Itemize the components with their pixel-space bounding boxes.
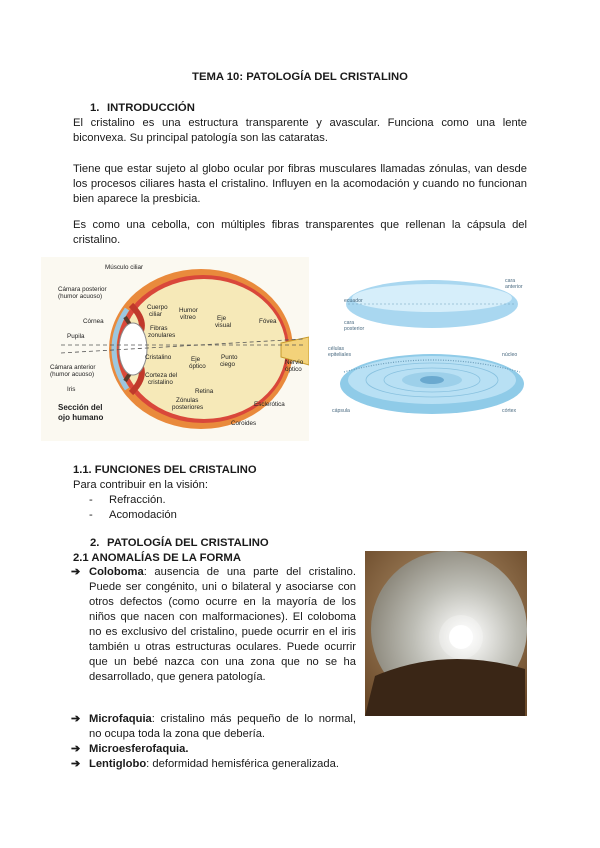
label-cuerpo-ciliar-1: Cuerpo [147, 304, 168, 311]
lens-label-cara-posterior-1: cara [344, 320, 355, 326]
arrow-icon: ➔ [71, 566, 81, 578]
label-coroides: Coroides [231, 420, 257, 427]
microesferofaquia-term: Microesferofaquia. [89, 743, 189, 755]
lens-label-capsula: cápsula [332, 408, 350, 414]
label-camara-posterior: Cámara posterior [58, 286, 107, 293]
label-nervio-2: óptico [285, 366, 302, 373]
label-humor-acuoso-ant: (humor acuoso) [50, 371, 95, 378]
intro-paragraph-2: Tiene que estar sujeto al globo ocular por fibras musculares llamadas zónulas, van desde los procesos ciliares hasta el cristalino. Influyen en la acomodación y cuando no funcionan bien aparece la presbicia. [73, 163, 527, 205]
label-eje-optico-2: óptico [189, 363, 206, 370]
label-pupila: Pupila [67, 333, 85, 340]
lens-label-ecuador: ecuador [344, 298, 363, 304]
lens-label-cara-anterior-2: anterior [505, 284, 523, 290]
lentiglobo-term: Lentiglobo [89, 758, 147, 770]
label-corteza-1: Corteza del [145, 372, 178, 379]
label-fovea: Fóvea [259, 318, 277, 325]
caption-line-1: Sección del [58, 403, 103, 412]
label-eje-optico-1: Eje [191, 356, 201, 363]
label-retina: Retina [195, 388, 214, 395]
label-eje-visual-2: visual [215, 322, 232, 329]
arrow-icon: ➔ [71, 713, 81, 725]
label-humor-vitreo-1: Humor [179, 307, 198, 314]
microesferofaquia-item [71, 742, 356, 757]
page-title: TEMA 10: PATOLOGÍA DEL CRISTALINO [192, 71, 408, 83]
list-item: - Acomodación [73, 508, 177, 523]
label-zonulas-1: Zónulas [176, 397, 199, 404]
label-eje-visual-1: Eje [217, 315, 227, 322]
section-2-heading: PATOLOGÍA DEL CRISTALINO [107, 537, 269, 549]
section-1-heading: INTRODUCCIÓN [107, 102, 195, 114]
arrow-icon: ➔ [71, 743, 81, 755]
coloboma-item [71, 565, 356, 685]
coloboma-photo [365, 551, 527, 716]
label-fibras-1: Fibras [150, 325, 168, 332]
list-item: - Refracción. [73, 493, 177, 508]
label-humor-vitreo-2: vítreo [180, 314, 196, 321]
microfaquia-item [71, 712, 356, 742]
coloboma-term: Coloboma [89, 566, 144, 578]
coloboma-text: : ausencia de una parte del cristalino. Puede ser congénito, uni o bilateral y asociarse con otros defectos (como ocurre en la mayoría de los niños que nacen con malformaciones). El coloboma no es exclusivo del cristalino, puede ocurrir en el iris también u otras estructuras oculares. Puede ocurrir que un bebé nazca con una zona que no se ha desarrollado, que genera patología. [89, 566, 356, 683]
section-1-1-intro: Para contribuir en la visión: [73, 479, 208, 491]
lens-label-cara-anterior-1: cara [505, 278, 516, 284]
label-esclerotica: Esclerótica [254, 401, 285, 408]
caption-line-2: ojo humano [58, 413, 104, 422]
eye-section-diagram [41, 257, 309, 441]
lens-label-cara-posterior-2: posterior [344, 326, 365, 332]
label-iris: Iris [67, 386, 76, 393]
label-cuerpo-ciliar-2: ciliar [149, 311, 162, 318]
section-1-1-heading: 1.1. FUNCIONES DEL CRISTALINO [73, 464, 257, 476]
functions-list [73, 493, 177, 523]
label-musculo-ciliar: Músculo ciliar [105, 264, 144, 271]
intro-paragraph-1: El cristalino es una estructura transparente y avascular. Funciona como una lente biconvexa. Su principal patología son las cataratas. [73, 117, 527, 144]
microfaquia-text: : cristalino más pequeño de lo normal, no ocupa toda la zona que debería. [89, 713, 356, 740]
label-cornea: Córnea [83, 318, 104, 325]
label-humor-acuoso-post: (humor acuoso) [58, 293, 103, 300]
section-1-number: 1. [90, 102, 100, 114]
section-2-1-heading: 2.1 ANOMALÍAS DE LA FORMA [73, 552, 241, 564]
lens-label-celulas-2: epiteliales [328, 352, 352, 358]
lentiglobo-text: : deformidad hemisférica generalizada. [146, 758, 339, 770]
label-camara-anterior: Cámara anterior [50, 364, 96, 371]
section-2-number: 2. [90, 537, 100, 549]
lens-label-nucleo: núcleo [502, 352, 518, 358]
arrow-icon: ➔ [71, 758, 81, 770]
label-nervio-1: Nervio [285, 359, 304, 366]
lens-label-cortex: córtex [502, 408, 517, 414]
lentiglobo-item [71, 757, 356, 772]
microfaquia-term: Microfaquia [89, 713, 152, 725]
lens-label-celulas-1: células [328, 346, 345, 352]
label-fibras-2: zonulares [148, 332, 176, 339]
label-cristalino: Cristalino [145, 354, 172, 361]
label-punto-ciego-1: Punto [221, 354, 238, 361]
label-punto-ciego-2: ciego [220, 361, 236, 368]
intro-paragraph-3: Es como una cebolla, con múltiples fibras transparentes que rellenan la cápsula del cristalino. [73, 219, 527, 246]
label-corteza-2: cristalino [148, 379, 173, 386]
label-zonulas-2: posteriores [172, 404, 204, 411]
lens-structure-diagram [324, 266, 536, 421]
